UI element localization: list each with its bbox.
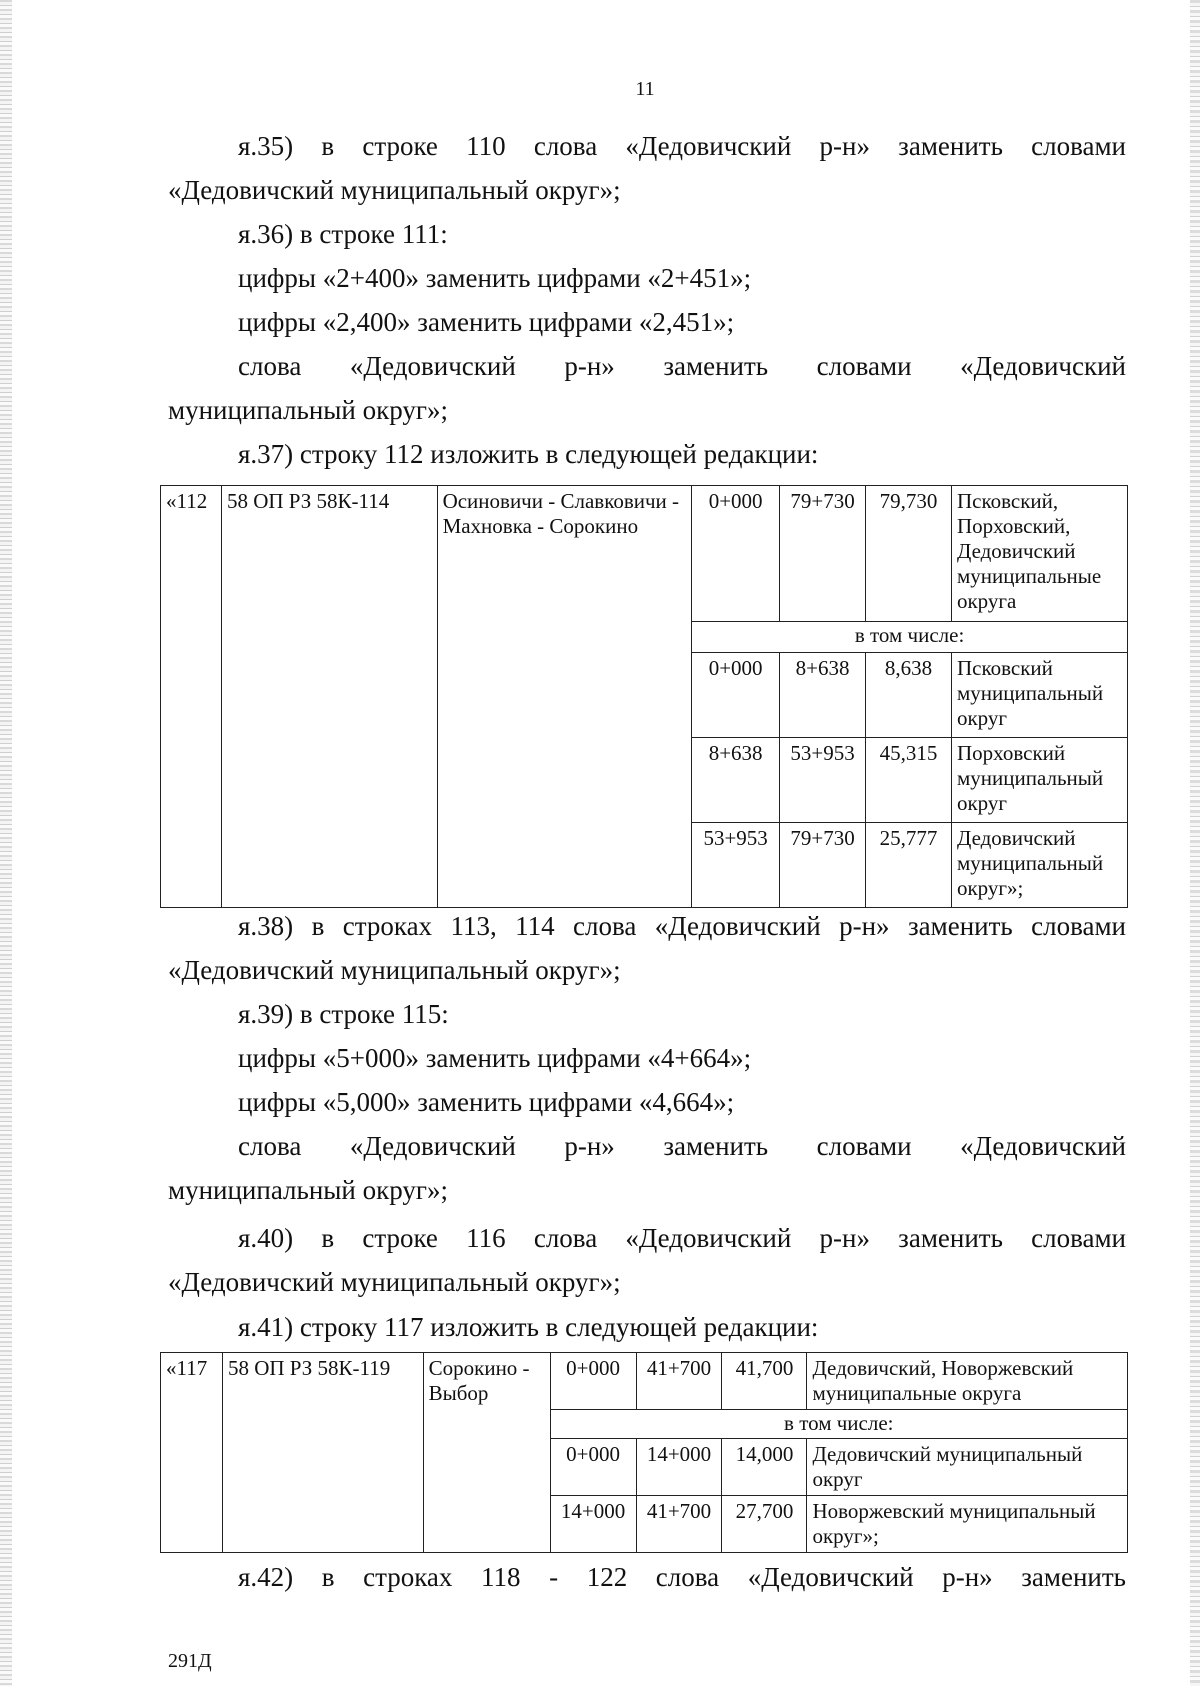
item-37-heading: я.37) строку 112 изложить в следующей редакции: — [238, 439, 819, 469]
length: 27,700 — [722, 1496, 807, 1553]
item-38-line1: я.38) в строках 113, 114 слова «Дедовичский р-н» заменить словами — [238, 911, 1126, 941]
district: Псковский, Порховский, Дедовичский муниципальные округа — [951, 486, 1127, 622]
district: Порховский муниципальный округ — [951, 738, 1127, 823]
km-start: 8+638 — [692, 738, 780, 823]
scan-edge-right — [1190, 0, 1200, 1686]
length: 25,777 — [866, 823, 952, 908]
road-name: Сорокино - Выбор — [423, 1353, 550, 1553]
item-35-line1: я.35) в строке 110 слова «Дедовичский р-н» заменить словами — [238, 131, 1126, 161]
road-code: 58 ОП РЗ 58К-119 — [222, 1353, 423, 1553]
item-36-digits-1: цифры «2+400» заменить цифрами «2+451»; — [238, 263, 752, 293]
road-code: 58 ОП РЗ 58К-114 — [221, 486, 437, 908]
km-end: 41+700 — [636, 1496, 722, 1553]
km-start: 0+000 — [550, 1353, 636, 1410]
item-35-line2: «Дедовичский муниципальный округ»; — [168, 175, 621, 205]
district: Дедовичский, Новоржевский муниципальные округа — [807, 1353, 1128, 1410]
length: 41,700 — [722, 1353, 807, 1410]
table-row-112 — [160, 485, 1128, 908]
district: Новоржевский муниципальный округ»; — [807, 1496, 1128, 1553]
item-36-words-line2: муниципальный округ»; — [168, 395, 448, 425]
item-40-line1: я.40) в строке 116 слова «Дедовичский р-н» заменить словами — [238, 1223, 1126, 1253]
km-start: 0+000 — [692, 653, 780, 738]
item-38-line2: «Дедовичский муниципальный округ»; — [168, 955, 621, 985]
km-end: 79+730 — [780, 486, 866, 622]
item-36-words-line1: слова «Дедовичский р-н» заменить словами «Дедовичский — [238, 351, 1126, 381]
district: Дедовичский муниципальный округ»; — [951, 823, 1127, 908]
scan-edge-left — [0, 0, 12, 1686]
including-label: в том числе: — [550, 1410, 1127, 1439]
item-41-heading: я.41) строку 117 изложить в следующей редакции: — [238, 1312, 819, 1342]
item-39-digits-2: цифры «5,000» заменить цифрами «4,664»; — [238, 1087, 735, 1117]
including-label: в том числе: — [692, 622, 1128, 653]
item-42-line1: я.42) в строках 118 - 122 слова «Дедовичский р-н» заменить — [238, 1562, 1126, 1592]
km-end: 79+730 — [780, 823, 866, 908]
length: 8,638 — [866, 653, 952, 738]
km-end: 8+638 — [780, 653, 866, 738]
length: 14,000 — [722, 1439, 807, 1496]
row-index: «117 — [161, 1353, 223, 1553]
footer-code: 291Д — [168, 1650, 212, 1672]
table-row-117 — [160, 1352, 1128, 1553]
table-112-main-row — [161, 486, 1128, 622]
item-36-heading: я.36) в строке 111: — [238, 219, 448, 249]
page-number: 11 — [635, 78, 655, 100]
km-start: 0+000 — [550, 1439, 636, 1496]
length: 45,315 — [866, 738, 952, 823]
km-start: 53+953 — [692, 823, 780, 908]
length: 79,730 — [866, 486, 952, 622]
road-name: Осиновичи - Славковичи - Махновка - Сорокино — [437, 486, 692, 908]
table-117-main-row — [161, 1353, 1128, 1410]
district: Псковский муниципальный округ — [951, 653, 1127, 738]
km-start: 14+000 — [550, 1496, 636, 1553]
item-40-line2: «Дедовичский муниципальный округ»; — [168, 1267, 621, 1297]
item-39-heading: я.39) в строке 115: — [238, 999, 449, 1029]
item-39-digits-1: цифры «5+000» заменить цифрами «4+664»; — [238, 1043, 752, 1073]
km-start: 0+000 — [692, 486, 780, 622]
km-end: 14+000 — [636, 1439, 722, 1496]
row-index: «112 — [161, 486, 222, 908]
item-39-words-line1: слова «Дедовичский р-н» заменить словами «Дедовичский — [238, 1131, 1126, 1161]
item-39-words-line2: муниципальный округ»; — [168, 1175, 448, 1205]
item-36-digits-2: цифры «2,400» заменить цифрами «2,451»; — [238, 307, 735, 337]
district: Дедовичский муниципальный округ — [807, 1439, 1128, 1496]
km-end: 53+953 — [780, 738, 866, 823]
km-end: 41+700 — [636, 1353, 722, 1410]
